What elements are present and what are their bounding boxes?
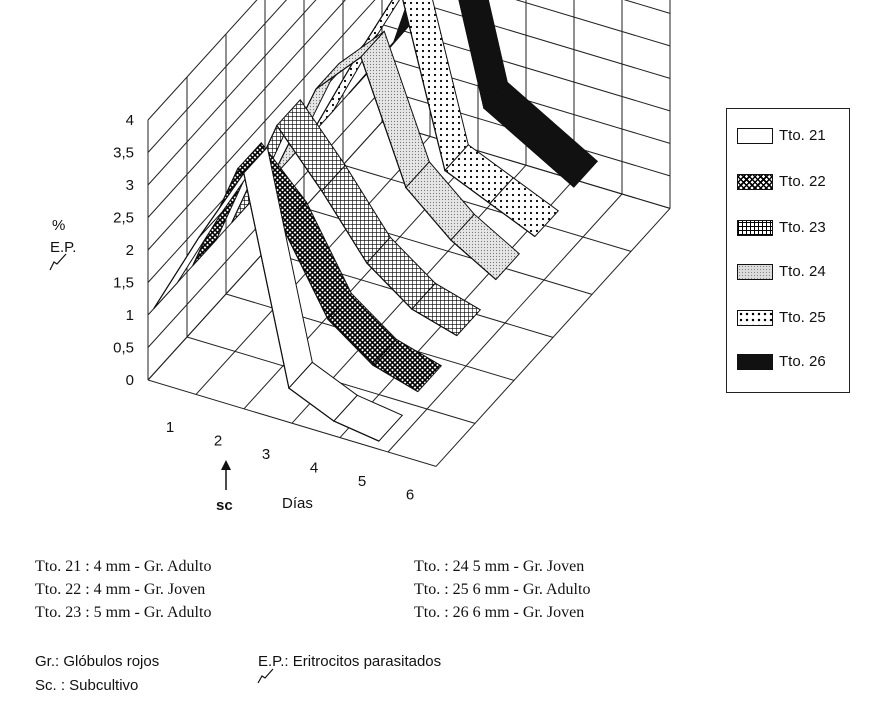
y-tick-label: 1,5 — [113, 274, 134, 292]
abbr-sc: Sc. : Subcultivo — [35, 677, 139, 694]
legend-label: Tto. 23 — [779, 219, 826, 236]
legend-swatch-white — [737, 128, 773, 144]
y-tick-label: 3,5 — [113, 144, 134, 162]
legend-swatch-dots — [737, 310, 773, 326]
y-tick-label: 2,5 — [113, 209, 134, 227]
legend-swatch-grid — [737, 220, 773, 236]
note-left-3: Tto. 23 : 5 mm - Gr. Adulto — [35, 604, 212, 621]
gridline — [388, 194, 622, 452]
y-axis-title: % — [52, 217, 66, 234]
y-tick-label: 3 — [125, 177, 134, 194]
y-tick-label: 4 — [125, 112, 134, 129]
legend-item — [737, 353, 826, 370]
legend-item — [737, 263, 826, 280]
note-left-1: Tto. 21 : 4 mm - Gr. Adulto — [35, 558, 212, 575]
note-right-3: Tto. : 26 6 mm - Gr. Joven — [414, 604, 585, 621]
abbr-gr: Gr.: Glóbulos rojos — [35, 653, 160, 670]
y-axis-title: E.P. — [50, 239, 77, 256]
legend-label: Tto. 26 — [779, 353, 826, 370]
x-tick-label: 4 — [309, 459, 319, 477]
y-tick-label: 1 — [125, 307, 134, 324]
ep-check-mark-icon — [50, 254, 66, 270]
x-tick-label: 6 — [405, 486, 415, 504]
x-tick-label: 1 — [165, 419, 175, 436]
legend-swatch-black — [737, 354, 773, 370]
legend-item — [737, 127, 826, 144]
x-tick-label: 3 — [261, 446, 271, 463]
legend-swatch-crosshatch — [737, 174, 773, 190]
x-axis-title: Días — [282, 495, 313, 512]
abbr-ep: E.P.: Eritrocitos parasitados — [258, 653, 442, 670]
sc-marker-label: sc — [216, 497, 233, 514]
y-tick-label: 0 — [125, 372, 134, 389]
legend — [726, 108, 850, 393]
ep-check-mark-icon — [256, 666, 276, 686]
legend-label: Tto. 24 — [779, 263, 826, 280]
legend-item — [737, 219, 826, 236]
note-right-2: Tto. : 25 6 mm - Gr. Adulto — [414, 581, 591, 598]
series-segment — [154, 212, 223, 309]
x-tick-label: 5 — [357, 473, 367, 490]
legend-item — [737, 309, 826, 326]
legend-label: Tto. 22 — [779, 173, 826, 190]
note-left-2: Tto. 22 : 4 mm - Gr. Joven — [35, 581, 206, 598]
x-tick-label: 2 — [213, 432, 223, 450]
legend-label: Tto. 25 — [779, 309, 826, 326]
legend-item — [737, 173, 826, 190]
y-tick-label: 0,5 — [113, 339, 134, 357]
y-tick-label: 2 — [125, 242, 134, 259]
sc-arrowhead-icon — [221, 460, 231, 470]
note-right-1: Tto. : 24 5 mm - Gr. Joven — [414, 558, 585, 575]
legend-label: Tto. 21 — [779, 127, 826, 144]
legend-swatch-lightdots — [737, 264, 773, 280]
